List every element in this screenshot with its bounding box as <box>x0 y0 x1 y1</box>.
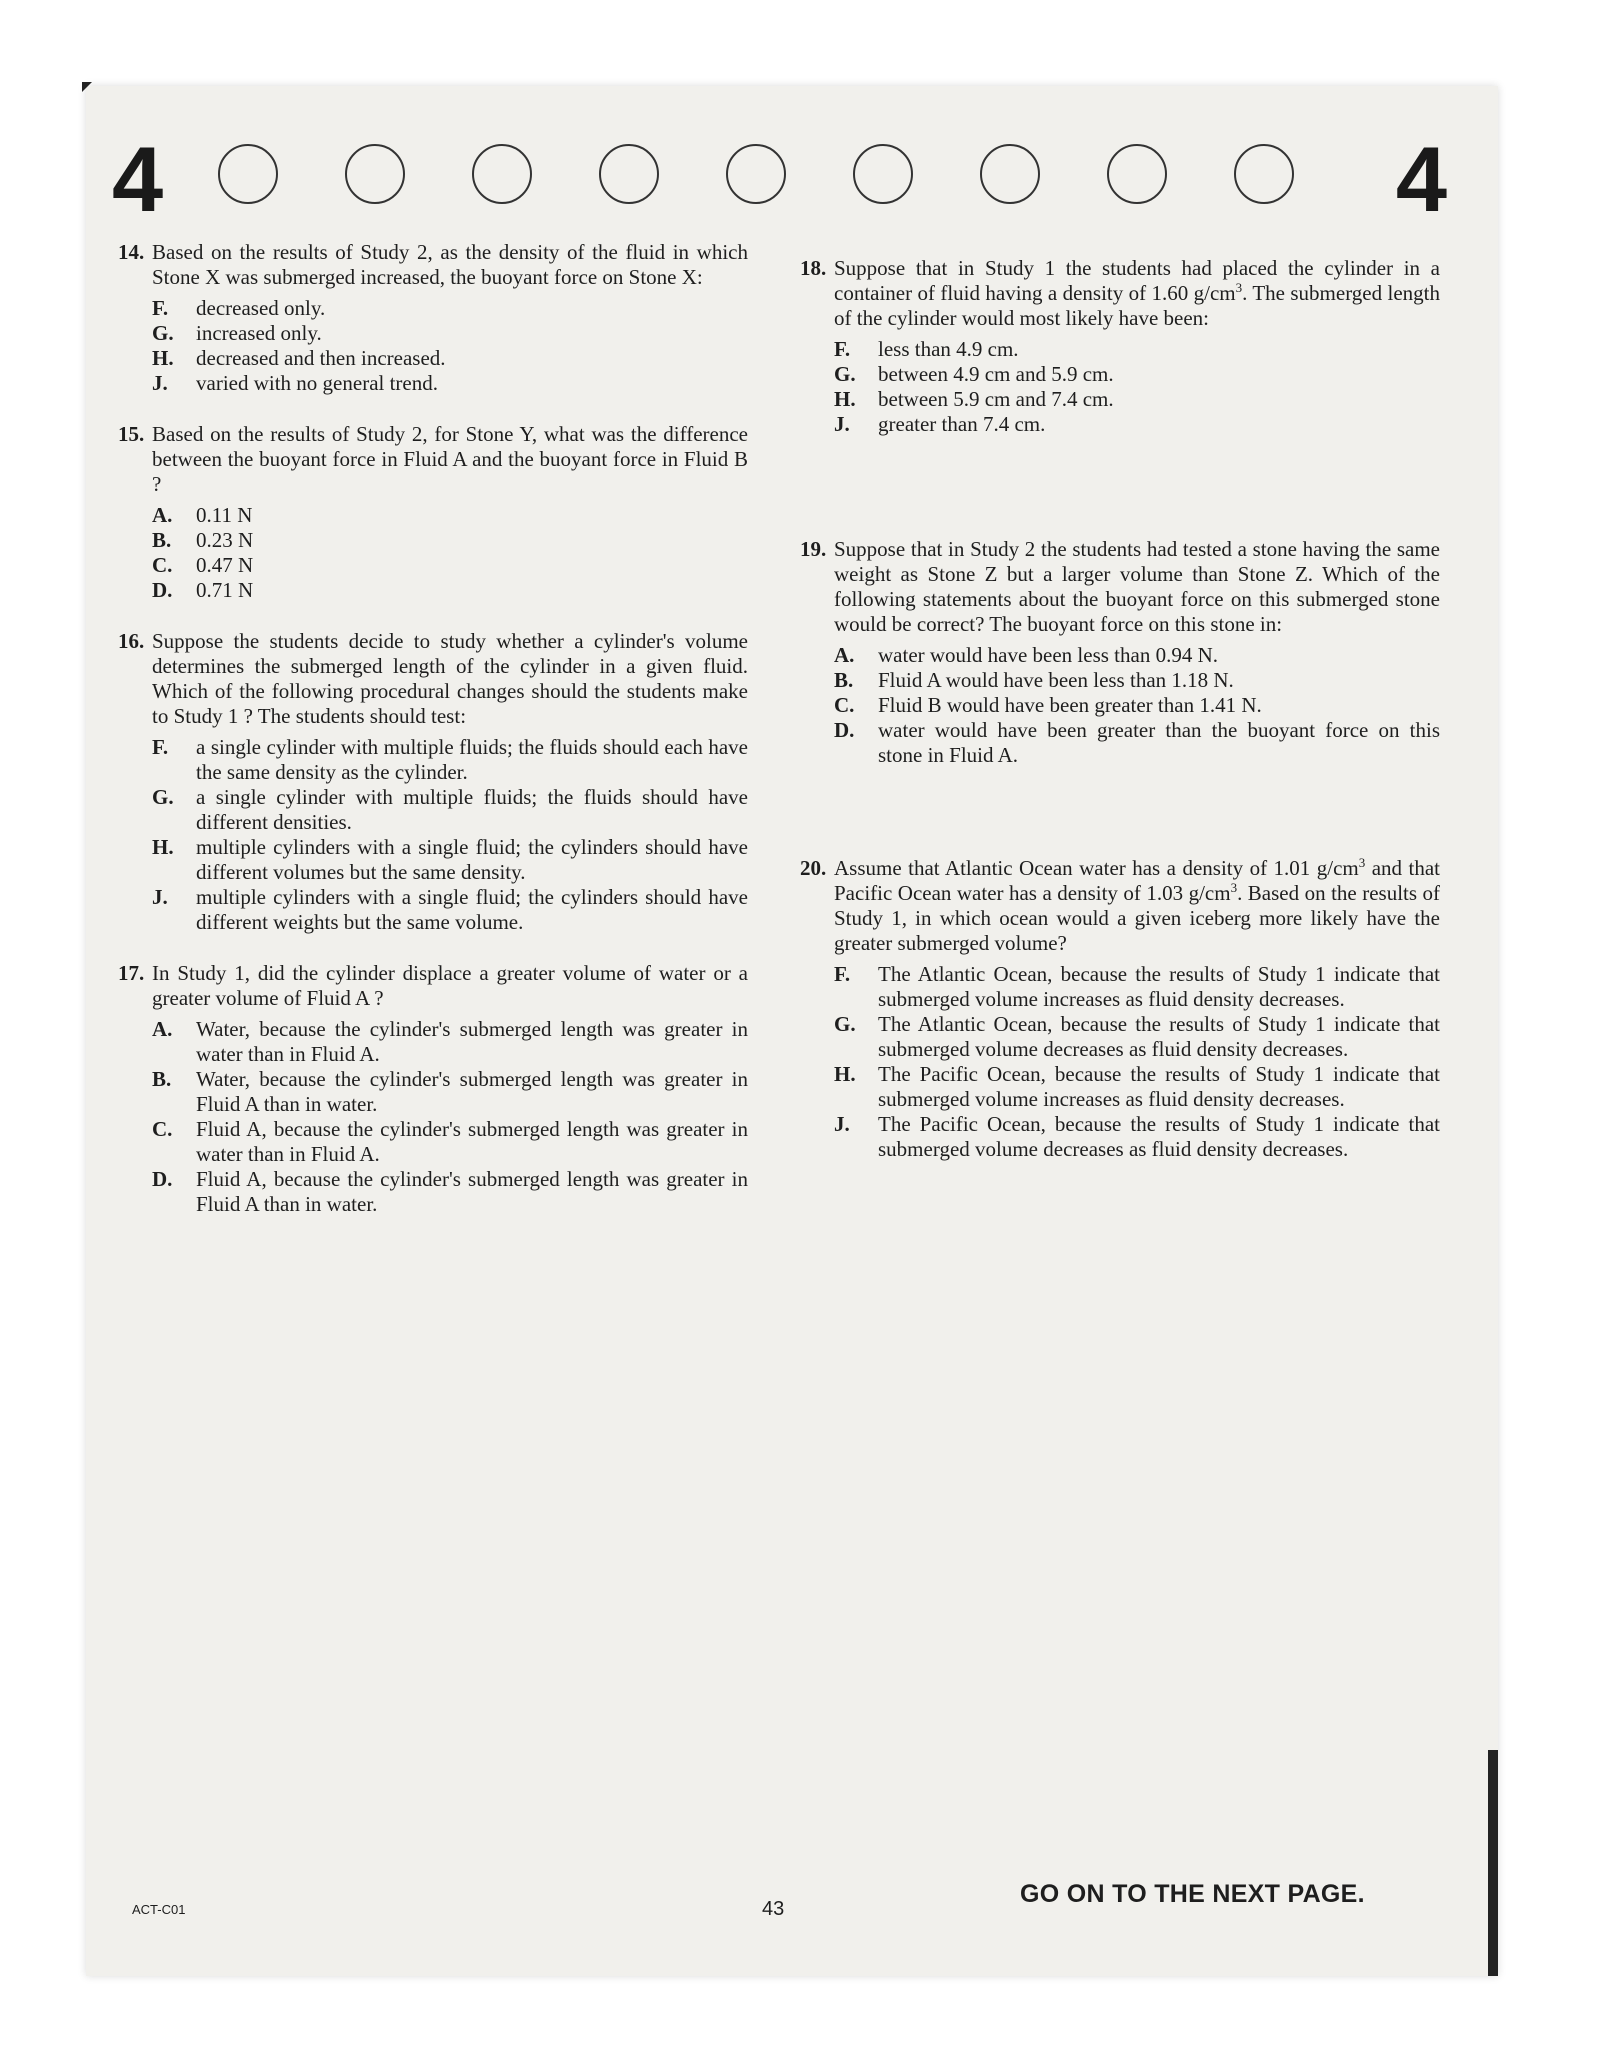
answer-option[interactable] <box>152 1067 748 1117</box>
answer-option[interactable] <box>834 693 1440 718</box>
option-letter: C. <box>152 1117 173 1141</box>
option-text: Fluid A would have been less than 1.18 N. <box>878 668 1234 692</box>
question-stem: Based on the results of Study 2, for Stone Y, what was the difference between the buoyant force in Fluid A and the buoyant force in Fluid B ? <box>152 422 748 496</box>
option-letter: A. <box>152 1017 173 1041</box>
question-19 <box>800 537 1440 768</box>
option-text: The Pacific Ocean, because the results of Study 1 indicate that submerged volume increases as fluid density decreases. <box>878 1062 1440 1111</box>
option-text: between 4.9 cm and 5.9 cm. <box>878 362 1114 386</box>
question-stem <box>834 256 1440 331</box>
option-letter: H. <box>152 346 174 370</box>
question-number: 18. <box>800 256 827 280</box>
right-column <box>800 256 1440 1162</box>
answer-option[interactable] <box>152 1017 748 1067</box>
option-text: less than 4.9 cm. <box>878 337 1019 361</box>
circle-icon <box>853 144 913 204</box>
option-letter: J. <box>152 371 168 395</box>
option-letter: H. <box>834 387 856 411</box>
option-text: The Atlantic Ocean, because the results of Study 1 indicate that submerged volume decreases as fluid density decreases. <box>878 1012 1440 1061</box>
question-stem: Based on the results of Study 2, as the density of the fluid in which Stone X was submerged increased, the buoyant force on Stone X: <box>152 240 748 289</box>
superscript: 3 <box>1230 880 1238 895</box>
question-number: 20. <box>800 856 827 880</box>
answer-option[interactable] <box>152 885 748 935</box>
option-text: water would have been less than 0.94 N. <box>878 643 1218 667</box>
answer-option[interactable] <box>834 387 1440 412</box>
option-letter: J. <box>834 1112 850 1136</box>
question-17 <box>118 961 748 1217</box>
option-letter: D. <box>152 1167 173 1191</box>
option-text: a single cylinder with multiple fluids; the fluids should each have the same density as the cylinder. <box>196 735 748 784</box>
option-text: Water, because the cylinder's submerged length was greater in water than in Fluid A. <box>196 1017 748 1066</box>
answer-option[interactable] <box>152 321 748 346</box>
left-column <box>118 240 748 1217</box>
option-letter: J. <box>834 412 850 436</box>
answer-option[interactable] <box>834 1112 1440 1162</box>
option-letter: J. <box>152 885 168 909</box>
option-letter: F. <box>834 962 851 986</box>
question-number: 17. <box>118 961 145 985</box>
question-14 <box>118 240 748 396</box>
question-stem: Suppose that in Study 2 the students had tested a stone having the same weight as Stone Z but a larger volume than Stone Z. Which of the following statements about the buoyant force on this submerged stone would be correct? The buoyant force on this stone in: <box>834 537 1440 636</box>
question-number: 15. <box>118 422 145 446</box>
option-letter: A. <box>152 503 173 527</box>
option-text: decreased only. <box>196 296 326 320</box>
answer-options <box>152 503 748 603</box>
option-letter: A. <box>834 643 855 667</box>
answer-option[interactable] <box>152 1117 748 1167</box>
question-20 <box>800 856 1440 1162</box>
option-letter: H. <box>152 835 174 859</box>
question-number: 16. <box>118 629 145 653</box>
answer-option[interactable] <box>834 1012 1440 1062</box>
answer-option[interactable] <box>152 735 748 785</box>
option-text: 0.71 N <box>196 578 254 602</box>
answer-options <box>834 962 1440 1162</box>
circle-icon <box>980 144 1040 204</box>
option-text: The Pacific Ocean, because the results of Study 1 indicate that submerged volume decreases as fluid density decreases. <box>878 1112 1440 1161</box>
circle-icon <box>1107 144 1167 204</box>
answer-option[interactable] <box>834 643 1440 668</box>
option-text: increased only. <box>196 321 322 345</box>
answer-option[interactable] <box>834 668 1440 693</box>
answer-options <box>834 337 1440 437</box>
answer-option[interactable] <box>152 296 748 321</box>
question-stem <box>834 856 1440 956</box>
answer-option[interactable] <box>834 412 1440 437</box>
circle-icon <box>345 144 405 204</box>
question-16 <box>118 629 748 935</box>
option-letter: B. <box>152 1067 172 1091</box>
answer-option[interactable] <box>834 337 1440 362</box>
option-letter: G. <box>834 362 856 386</box>
superscript: 3 <box>1358 855 1366 870</box>
circle-icon <box>472 144 532 204</box>
option-text: Water, because the cylinder's submerged length was greater in Fluid A than in water. <box>196 1067 748 1116</box>
question-number: 19. <box>800 537 827 561</box>
circle-icon <box>599 144 659 204</box>
circle-icon <box>726 144 786 204</box>
option-text: between 5.9 cm and 7.4 cm. <box>878 387 1114 411</box>
answer-option[interactable] <box>152 528 748 553</box>
answer-option[interactable] <box>152 785 748 835</box>
option-letter: F. <box>834 337 851 361</box>
answer-option[interactable] <box>834 718 1440 768</box>
option-text: multiple cylinders with a single fluid; the cylinders should have different volumes but the same density. <box>196 835 748 884</box>
answer-option[interactable] <box>834 962 1440 1012</box>
stem-text: Suppose that in Study 1 the students had placed the cylinder in a container of fluid having a density of 1.60 g/cm <box>834 256 1440 305</box>
option-text: 0.47 N <box>196 553 254 577</box>
superscript: 3 <box>1235 280 1243 295</box>
circle-icon <box>218 144 278 204</box>
answer-option[interactable] <box>152 578 748 603</box>
stem-text: . The submerged length of the cylinder would most likely have been: <box>834 281 1440 330</box>
option-letter: G. <box>152 321 174 345</box>
option-text: 0.11 N <box>196 503 253 527</box>
form-code: ACT-C01 <box>132 1902 186 1917</box>
option-letter: B. <box>152 528 172 552</box>
option-text: The Atlantic Ocean, because the results of Study 1 indicate that submerged volume increases as fluid density decreases. <box>878 962 1440 1011</box>
section-header <box>112 129 1447 231</box>
answer-options <box>834 643 1440 768</box>
answer-option[interactable] <box>834 1062 1440 1112</box>
section-number-right: 4 <box>1395 129 1447 231</box>
answer-options <box>152 735 748 935</box>
option-letter: B. <box>834 668 854 692</box>
answer-option[interactable] <box>152 371 748 396</box>
option-letter: G. <box>152 785 174 809</box>
question-15 <box>118 422 748 603</box>
option-letter: F. <box>152 735 169 759</box>
option-letter: C. <box>834 693 855 717</box>
option-text: multiple cylinders with a single fluid; the cylinders should have different weights but the same volume. <box>196 885 748 934</box>
circle-icon <box>1234 144 1294 204</box>
option-text: greater than 7.4 cm. <box>878 412 1046 436</box>
binding-edge <box>1488 1750 1498 1976</box>
question-stem: In Study 1, did the cylinder displace a greater volume of water or a greater volume of Fluid A ? <box>152 961 748 1010</box>
answer-option[interactable] <box>152 1167 748 1217</box>
option-text: Fluid A, because the cylinder's submerged length was greater in Fluid A than in water. <box>196 1167 748 1216</box>
question-18 <box>800 256 1440 437</box>
corner-mark <box>82 82 92 92</box>
answer-options <box>152 1017 748 1217</box>
answer-option[interactable] <box>152 553 748 578</box>
section-number-left: 4 <box>112 129 164 231</box>
answer-option[interactable] <box>834 362 1440 387</box>
option-text: decreased and then increased. <box>196 346 446 370</box>
answer-option[interactable] <box>152 503 748 528</box>
option-text: water would have been greater than the buoyant force on this stone in Fluid A. <box>878 718 1440 767</box>
answer-option[interactable] <box>152 835 748 885</box>
option-text: Fluid A, because the cylinder's submerged length was greater in water than in Fluid A. <box>196 1117 748 1166</box>
option-text: varied with no general trend. <box>196 371 438 395</box>
option-letter: D. <box>152 578 173 602</box>
option-text: 0.23 N <box>196 528 254 552</box>
answer-option[interactable] <box>152 346 748 371</box>
page-number: 43 <box>762 1898 785 1920</box>
option-text: a single cylinder with multiple fluids; the fluids should have different densities. <box>196 785 748 834</box>
option-text: Fluid B would have been greater than 1.41 N. <box>878 693 1262 717</box>
option-letter: H. <box>834 1062 856 1086</box>
option-letter: G. <box>834 1012 856 1036</box>
stem-text: and that Pacific Ocean water has a density of 1.03 g/cm <box>834 856 1440 905</box>
option-letter: C. <box>152 553 173 577</box>
next-page-notice: GO ON TO THE NEXT PAGE. <box>1020 1880 1365 1908</box>
option-letter: F. <box>152 296 169 320</box>
question-stem: Suppose the students decide to study whether a cylinder's volume determines the submerged length of the cylinder in a given fluid. Which of the following procedural changes should the students make to Study 1 ? The students should test: <box>152 629 748 728</box>
option-letter: D. <box>834 718 855 742</box>
answer-options <box>152 296 748 396</box>
question-number: 14. <box>118 240 145 264</box>
stem-text: . Based on the results of Study 1, in which ocean would a given iceberg more likely have the greater submerged volume? <box>834 881 1440 955</box>
stem-text: Assume that Atlantic Ocean water has a density of 1.01 g/cm <box>834 856 1359 880</box>
